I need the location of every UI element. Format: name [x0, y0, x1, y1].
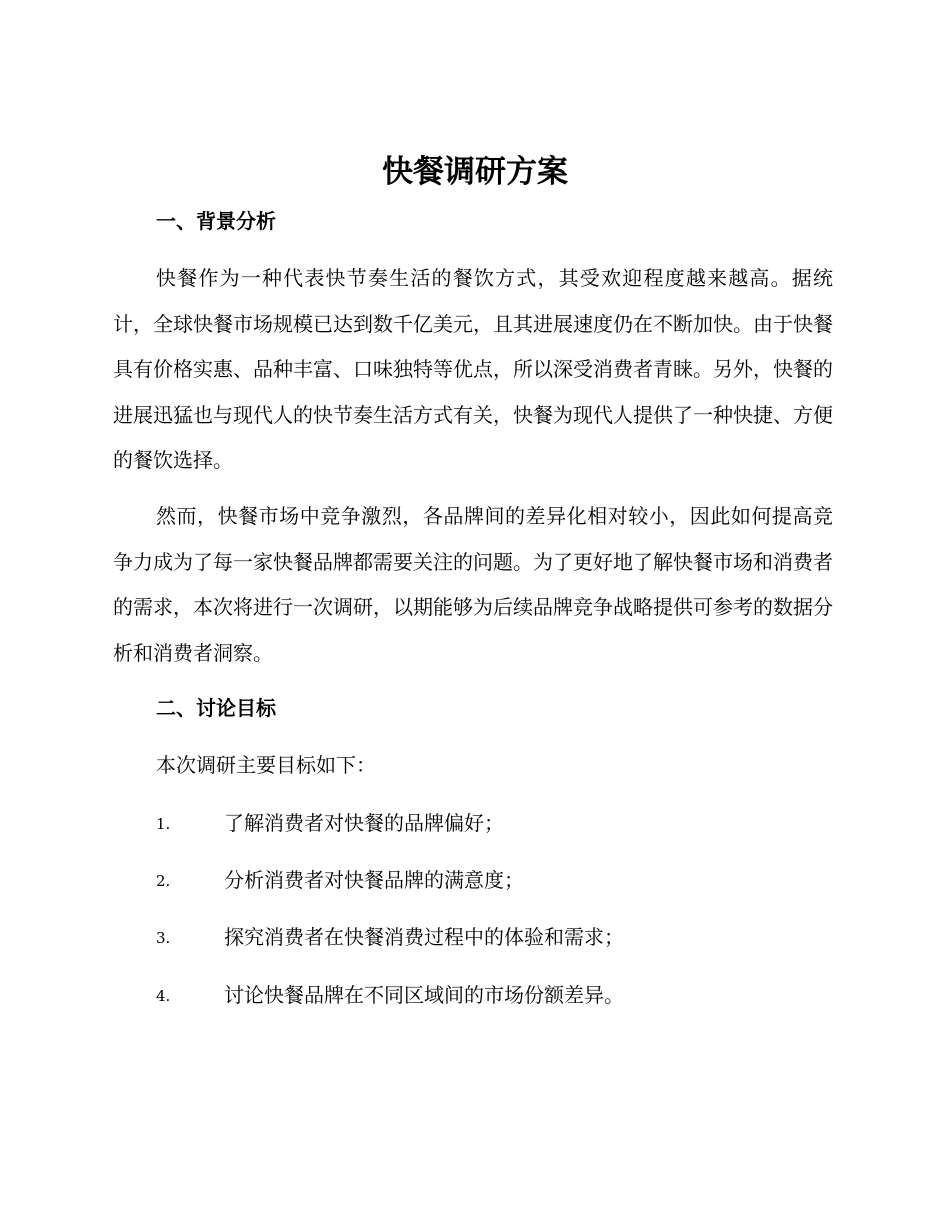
objective-list-item [156, 809, 856, 837]
list-item-number: 3. [156, 929, 171, 947]
objective-list-item [156, 923, 856, 951]
list-item-number: 1. [156, 815, 171, 833]
document-title: 快餐调研方案 [382, 154, 568, 190]
list-item-text: 探究消费者在快餐消费过程中的体验和需求； [224, 925, 624, 949]
list-item-number: 2. [156, 872, 171, 890]
section-heading-background: 一、背景分析 [156, 209, 276, 233]
section-heading-objectives: 二、讨论目标 [156, 696, 276, 720]
list-item-text: 讨论快餐品牌在不同区域间的市场份额差异。 [224, 983, 624, 1007]
list-item-text: 了解消费者对快餐的品牌偏好； [224, 811, 504, 835]
background-paragraph-2: 然而，快餐市场中竞争激烈，各品牌间的差异化相对较小，因此如何提高竞争力成为了每一家快餐品牌都需要关注的问题。为了更好地了解快餐市场和消费者的需求，本次将进行一次调研，以期能够为后续品牌竞争战略提供可参考的数据分析和消费者洞察。 [113, 504, 833, 665]
list-item-number: 4. [156, 987, 171, 1005]
objective-list-item [156, 981, 856, 1009]
background-paragraph-1: 快餐作为一种代表快节奏生活的餐饮方式，其受欢迎程度越来越高。据统计，全球快餐市场规模已达到数千亿美元，且其进展速度仍在不断加快。由于快餐具有价格实惠、品种丰富、口味独特等优点，所以深受消费者青睐。另外，快餐的进展迅猛也与现代人的快节奏生活方式有关，快餐为现代人提供了一种快捷、方便的餐饮选择。 [113, 266, 833, 472]
objective-list-item [156, 866, 856, 894]
list-item-text: 分析消费者对快餐品牌的满意度； [224, 868, 524, 892]
objectives-intro: 本次调研主要目标如下： [156, 753, 376, 777]
